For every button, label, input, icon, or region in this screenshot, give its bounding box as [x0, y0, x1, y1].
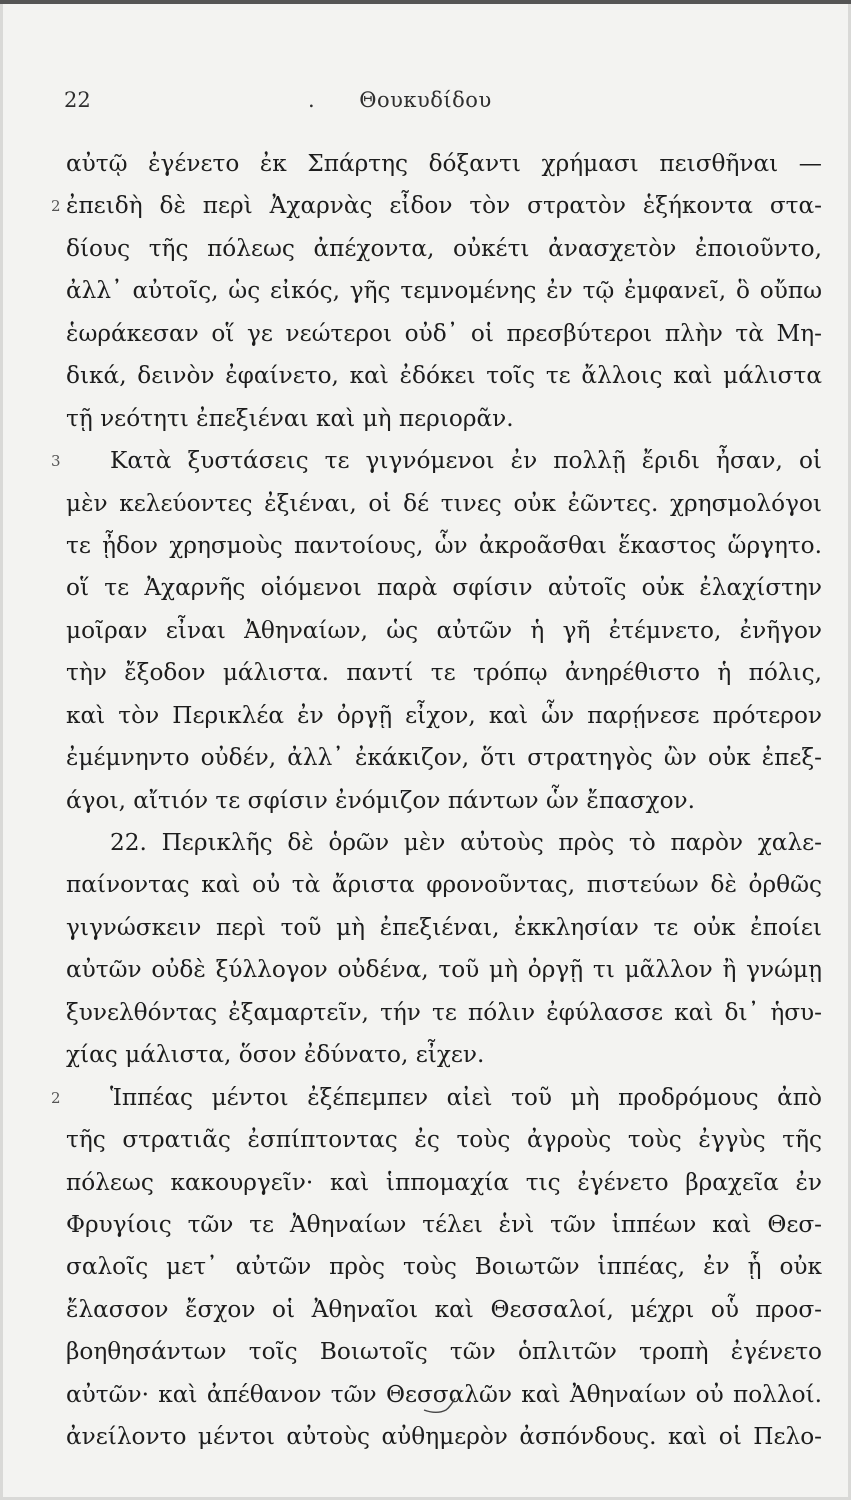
text-line — [66, 1204, 822, 1246]
line-text: Κατὰ ξυστάσεις τε γιγνόμενοι ἐν πολλῇ ἔριδι ἦσαν, οἱ — [110, 447, 822, 475]
page-header — [0, 88, 851, 118]
text-line — [66, 313, 822, 355]
text-line — [66, 398, 822, 440]
line-text: ἀνείλοντο μέντοι αὐτοὺς αὐθημερὸν ἀσπόνδους. καὶ οἱ Πελο- — [66, 1423, 822, 1451]
line-text: Φρυγίοις τῶν τε Ἀθηναίων τέλει ἑνὶ τῶν ἱππέων καὶ Θεσ- — [66, 1210, 822, 1238]
text-line — [66, 228, 822, 270]
running-title: Θουκυδίδου — [359, 88, 492, 112]
text-line — [51, 1077, 822, 1119]
margin-section-number: 2 — [51, 197, 61, 216]
text-line — [66, 610, 822, 652]
line-text: μοῖραν εἶναι Ἀθηναίων, ὡς αὐτῶν ἡ γῆ ἐτέμνετο, ἐνῆγον — [66, 616, 822, 644]
line-text: ἐμέμνηντο οὐδέν, ἀλλ᾽ ἐκάκιζον, ὅτι στρατηγὸς ὢν οὐκ ἐπεξ- — [66, 744, 822, 772]
text-line — [66, 1331, 822, 1373]
text-line — [66, 1162, 822, 1204]
line-text: ἐπειδὴ δὲ περὶ Ἀχαρνὰς εἶδον τὸν στρατὸν ἑξήκοντα στα- — [66, 192, 822, 220]
text-line — [66, 1416, 822, 1458]
text-line — [66, 822, 822, 864]
text-line — [66, 483, 822, 525]
line-text: σαλοῖς μετ᾽ αὐτῶν πρὸς τοὺς Βοιωτῶν ἱππέας, ἐν ᾗ οὐκ — [66, 1253, 822, 1281]
line-text: 22. Περικλῆς δὲ ὁρῶν μὲν αὐτοὺς πρὸς τὸ παρὸν χαλε- — [110, 829, 822, 856]
header-dot: . — [308, 88, 315, 112]
line-text: πόλεως κακουργεῖν· καὶ ἱππομαχία τις ἐγένετο βραχεῖα ἐν — [66, 1168, 822, 1196]
text-line — [51, 440, 822, 482]
line-text: γιγνώσκειν περὶ τοῦ μὴ ἐπεξιέναι, ἐκκλησίαν τε οὐκ ἐποίει — [66, 913, 822, 941]
line-text: αὐτῷ ἐγένετο ἐκ Σπάρτης δόξαντι χρήμασι πεισθῆναι — — [66, 150, 822, 177]
line-text: ἔλασσον ἔσχον οἱ Ἀθηναῖοι καὶ Θεσσαλοί, μέχρι οὗ προσ- — [66, 1295, 822, 1323]
text-line — [66, 355, 822, 397]
text-line — [66, 1034, 822, 1076]
line-text: καὶ τὸν Περικλέα ἐν ὀργῇ εἶχον, καὶ ὧν παρῄνεσε πρότερον — [66, 701, 822, 729]
text-line — [66, 949, 822, 991]
text-line — [66, 1119, 822, 1161]
page-top-edge — [0, 0, 851, 4]
text-line — [66, 695, 822, 737]
line-text: ἑωράκεσαν οἵ γε νεώτεροι οὐδ᾽ οἱ πρεσβύτεροι πλὴν τὰ Μη- — [66, 319, 822, 347]
body-text — [51, 143, 822, 1459]
line-text: άγοι, αἴτιόν τε σφίσιν ἐνόμιζον πάντων ὧν ἔπασχον. — [66, 786, 696, 814]
line-text: δίους τῆς πόλεως ἀπέχοντα, οὐκέτι ἀνασχετὸν ἐποιοῦντο, — [66, 234, 822, 262]
margin-section-number: 3 — [51, 452, 61, 471]
margin-section-number: 2 — [51, 1088, 61, 1107]
line-text: παίνοντας καὶ οὐ τὰ ἄριστα φρονοῦντας, πιστεύων δὲ ὀρθῶς — [66, 871, 822, 899]
line-text: ἀλλ᾽ αὐτοῖς, ὡς εἰκός, γῆς τεμνομένης ἐν τῷ ἐμφανεῖ, ὃ οὔπω — [66, 277, 822, 305]
line-text: Ἱππέας μέντοι ἐξέπεμπεν αἰεὶ τοῦ μὴ προδρόμους ἀπὸ — [110, 1083, 822, 1111]
line-text: ξυνελθόντας ἐξαμαρτεῖν, τήν τε πόλιν ἐφύλασσε καὶ δι᾽ ἡσυ- — [66, 998, 822, 1026]
text-line — [66, 907, 822, 949]
line-text: τῇ νεότητι ἐπεξιέναι καὶ μὴ περιορᾶν. — [66, 404, 514, 432]
text-line — [66, 864, 822, 906]
text-line — [66, 143, 822, 185]
text-line — [66, 270, 822, 312]
text-line — [51, 185, 822, 227]
line-text: τε ᾖδον χρησμοὺς παντοίους, ὧν ἀκροᾶσθαι ἕκαστος ὥργητο. — [66, 531, 822, 559]
text-line — [66, 525, 822, 567]
line-text: χίας μάλιστα, ὅσον ἐδύνατο, εἶχεν. — [66, 1041, 485, 1069]
line-text: αὐτῶν· καὶ ἀπέθανον τῶν Θεσσαλῶν καὶ Ἀθηναίων οὐ πολλοί. — [66, 1380, 822, 1408]
text-line — [66, 567, 822, 609]
text-line — [66, 1246, 822, 1288]
line-text: οἵ τε Ἀχαρνῆς οἰόμενοι παρὰ σφίσιν αὐτοῖς οὐκ ἐλαχίστην — [66, 574, 822, 602]
text-line — [66, 1289, 822, 1331]
text-line — [66, 992, 822, 1034]
page-number: 22 — [64, 88, 91, 112]
line-text: τῆς στρατιᾶς ἐσπίπτοντας ἐς τοὺς ἀγροὺς τοὺς ἐγγὺς τῆς — [66, 1126, 822, 1154]
line-text: τὴν ἔξοδον μάλιστα. παντί τε τρόπῳ ἀνηρέθιστο ἡ πόλις, — [66, 659, 822, 687]
line-text: δικά, δεινὸν ἐφαίνετο, καὶ ἐδόκει τοῖς τε ἄλλοις καὶ μάλιστα — [66, 362, 822, 390]
text-line — [66, 780, 822, 822]
pencil-underline-mark — [422, 1394, 462, 1420]
line-text: βοηθησάντων τοῖς Βοιωτοῖς τῶν ὁπλιτῶν τροπὴ ἐγένετο — [66, 1338, 822, 1366]
line-text: αὐτῶν οὐδὲ ξύλλογον οὐδένα, τοῦ μὴ ὀργῇ τι μᾶλλον ἢ γνώμῃ — [66, 956, 822, 984]
text-line — [66, 737, 822, 779]
line-text: μὲν κελεύοντες ἐξιέναι, οἱ δέ τινες οὐκ ἐῶντες. χρησμολόγοι — [66, 489, 822, 517]
text-line — [66, 652, 822, 694]
